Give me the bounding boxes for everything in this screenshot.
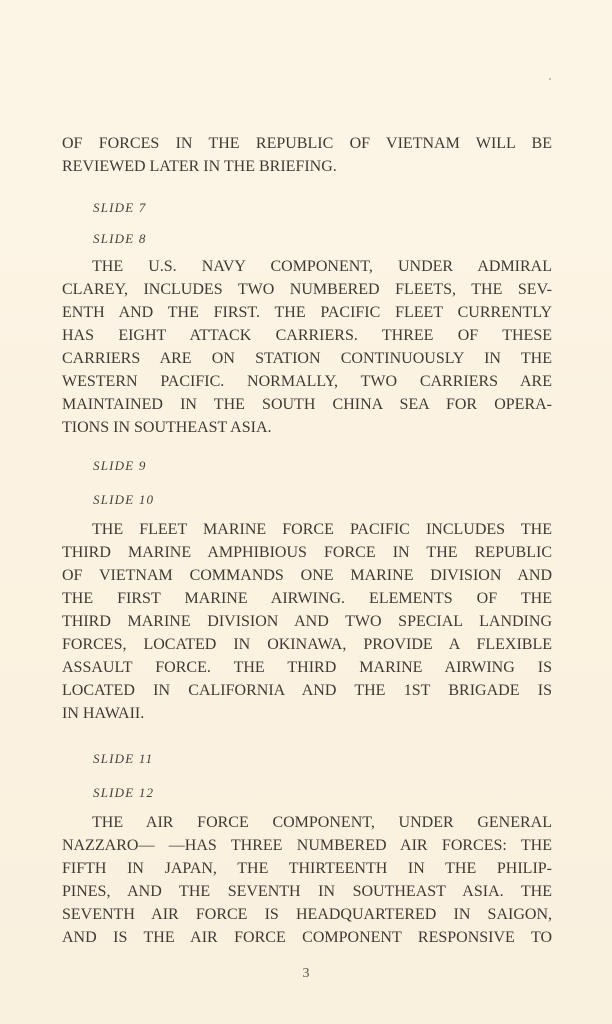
- text-line: THE FIRST MARINE AIRWING. ELEMENTS OF THE: [62, 590, 552, 607]
- text-line: IN HAWAII.: [62, 705, 145, 722]
- text-line: THE AIR FORCE COMPONENT, UNDER GENERAL: [92, 814, 552, 831]
- slide-cue-8: SLIDE 8: [93, 231, 147, 246]
- text-line: OF FORCES IN THE REPUBLIC OF VIETNAM WILL BE: [62, 135, 552, 152]
- text-line: CLAREY, INCLUDES TWO NUMBERED FLEETS, THE SEV-: [62, 281, 552, 298]
- text-line: AND IS THE AIR FORCE COMPONENT RESPONSIVE TO: [62, 929, 552, 946]
- text-line: TIONS IN SOUTHEAST ASIA.: [62, 419, 272, 436]
- slide-cue-7: SLIDE 7: [93, 200, 147, 215]
- text-line: THIRD MARINE AMPHIBIOUS FORCE IN THE REPUBLIC: [62, 544, 552, 561]
- slide-cue-11: SLIDE 11: [93, 751, 154, 766]
- text-line: HAS EIGHT ATTACK CARRIERS. THREE OF THESE: [62, 327, 552, 344]
- text-line: WESTERN PACIFIC. NORMALLY, TWO CARRIERS ARE: [62, 373, 552, 390]
- text-line: ASSAULT FORCE. THE THIRD MARINE AIRWING IS: [62, 659, 552, 676]
- text-line: CARRIERS ARE ON STATION CONTINUOUSLY IN THE: [62, 350, 552, 367]
- text-line: FORCES, LOCATED IN OKINAWA, PROVIDE A FLEXIBLE: [62, 636, 552, 653]
- text-line: LOCATED IN CALIFORNIA AND THE 1ST BRIGADE IS: [62, 682, 552, 699]
- text-line: THE FLEET MARINE FORCE PACIFIC INCLUDES THE: [92, 521, 552, 538]
- text-line: THE U.S. NAVY COMPONENT, UNDER ADMIRAL: [92, 258, 552, 275]
- text-line: REVIEWED LATER IN THE BRIEFING.: [62, 158, 337, 175]
- paragraph-air-force-component: [62, 814, 552, 952]
- slide-cue-10: SLIDE 10: [93, 492, 155, 507]
- text-line: THIRD MARINE DIVISION AND TWO SPECIAL LANDING: [62, 613, 552, 630]
- text-line: NAZZARO— —HAS THREE NUMBERED AIR FORCES: THE: [62, 837, 552, 854]
- text-line: ENTH AND THE FIRST. THE PACIFIC FLEET CURRENTLY: [62, 304, 552, 321]
- paragraph-navy-component: [62, 258, 552, 442]
- page-number: 3: [302, 966, 310, 981]
- text-line: FIFTH IN JAPAN, THE THIRTEENTH IN THE PHILIP-: [62, 860, 552, 877]
- text-line: SEVENTH AIR FORCE IS HEADQUARTERED IN SAIGON,: [62, 906, 552, 923]
- text-line: PINES, AND THE SEVENTH IN SOUTHEAST ASIA. THE: [62, 883, 552, 900]
- text-line: MAINTAINED IN THE SOUTH CHINA SEA FOR OPERA-: [62, 396, 552, 413]
- paragraph-continuation: [62, 135, 552, 181]
- paragraph-fleet-marine-force: [62, 521, 552, 728]
- slide-cue-12: SLIDE 12: [93, 785, 155, 800]
- slide-cue-9: SLIDE 9: [93, 458, 147, 473]
- text-line: OF VIETNAM COMMANDS ONE MARINE DIVISION AND: [62, 567, 552, 584]
- paper-speck: [549, 78, 551, 80]
